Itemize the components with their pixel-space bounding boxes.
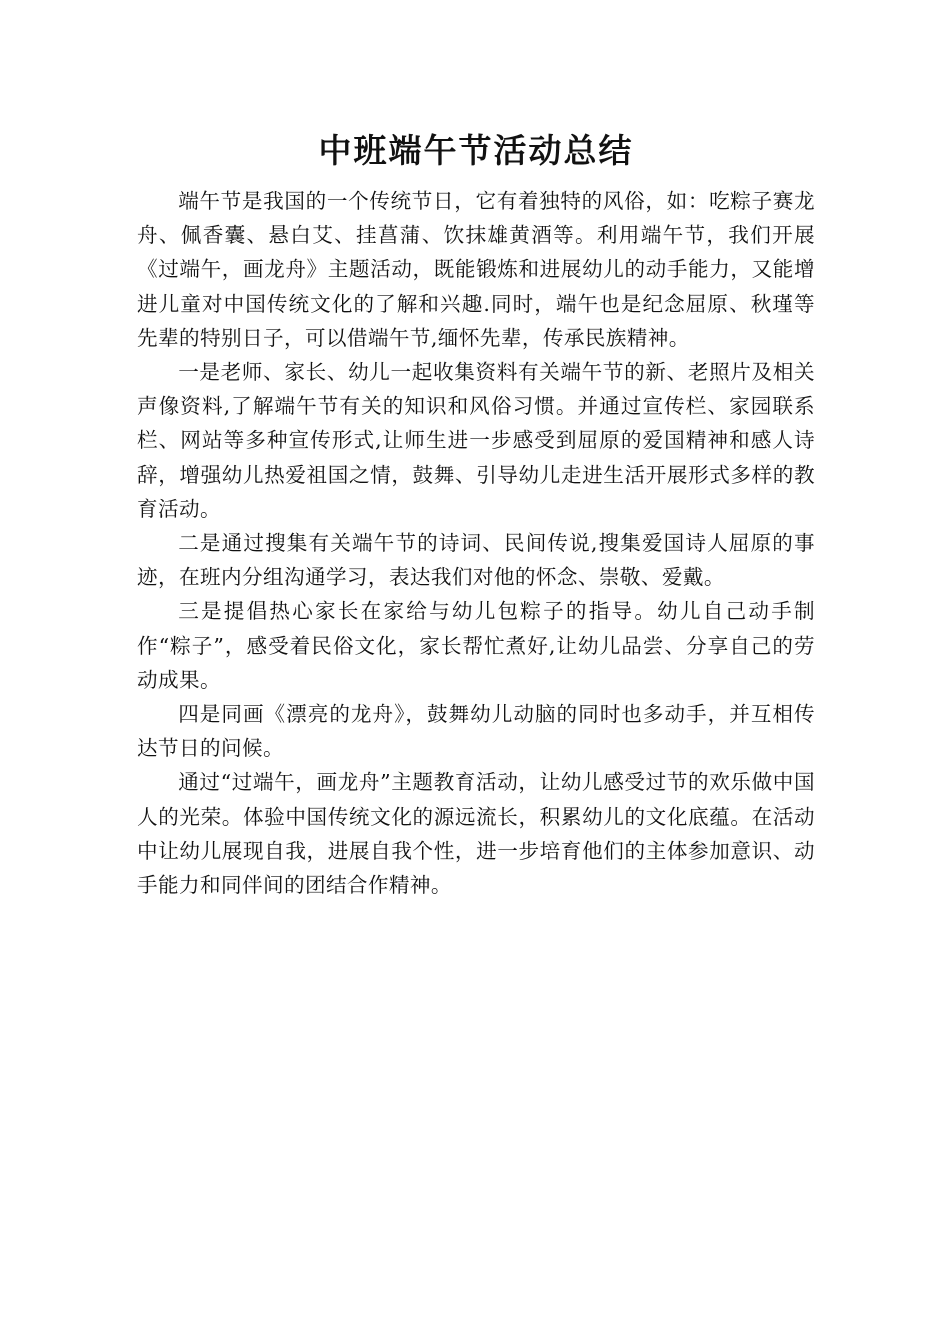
document-body	[137, 184, 815, 902]
paragraph-second-point: 二是通过搜集有关端午节的诗词、民间传说,搜集爱国诗人屈原的事迹，在班内分组沟通学习，表达我们对他的怀念、崇敬、爱戴。	[137, 531, 815, 590]
paragraph-fourth-point: 四是同画《漂亮的龙舟》，鼓舞幼儿动脑的同时也多动手，并互相传达节日的问候。	[137, 702, 815, 761]
document-title: 中班端午节活动总结	[318, 131, 634, 170]
document-page	[137, 128, 815, 902]
paragraph-third-point: 三是提倡热心家长在家给与幼儿包粽子的指导。幼儿自己动手制作“粽子”，感受着民俗文化，家长帮忙煮好,让幼儿品尝、分享自己的劳动成果。	[137, 599, 815, 692]
paragraph-conclusion: 通过“过端午，画龙舟”主题教育活动，让幼儿感受过节的欢乐做中国人的光荣。体验中国传统文化的源远流长，积累幼儿的文化底蕴。在活动中让幼儿展现自我，进展自我个性，进一步培育他们的主体参加意识、动手能力和同伴间的团结合作精神。	[137, 770, 815, 898]
paragraph-first-point: 一是老师、家长、幼儿一起收集资料有关端午节的新、老照片及相关声像资料,了解端午节有关的知识和风俗习惯。并通过宣传栏、家园联系栏、网站等多种宣传形式,让师生进一步感受到屈原的爱国精神和感人诗辞，增强幼儿热爱祖国之情，鼓舞、引导幼儿走进生活开展形式多样的教育活动。	[137, 360, 815, 521]
paragraph-intro: 端午节是我国的一个传统节日，它有着独特的风俗，如：吃粽子赛龙舟、佩香囊、悬白艾、挂菖蒲、饮抹雄黄酒等。利用端午节，我们开展《过端午，画龙舟》主题活动，既能锻炼和进展幼儿的动手能力，又能增进儿童对中国传统文化的了解和兴趣.同时，端午也是纪念屈原、秋瑾等先辈的特别日子，可以借端午节,缅怀先辈，传承民族精神。	[137, 189, 815, 350]
